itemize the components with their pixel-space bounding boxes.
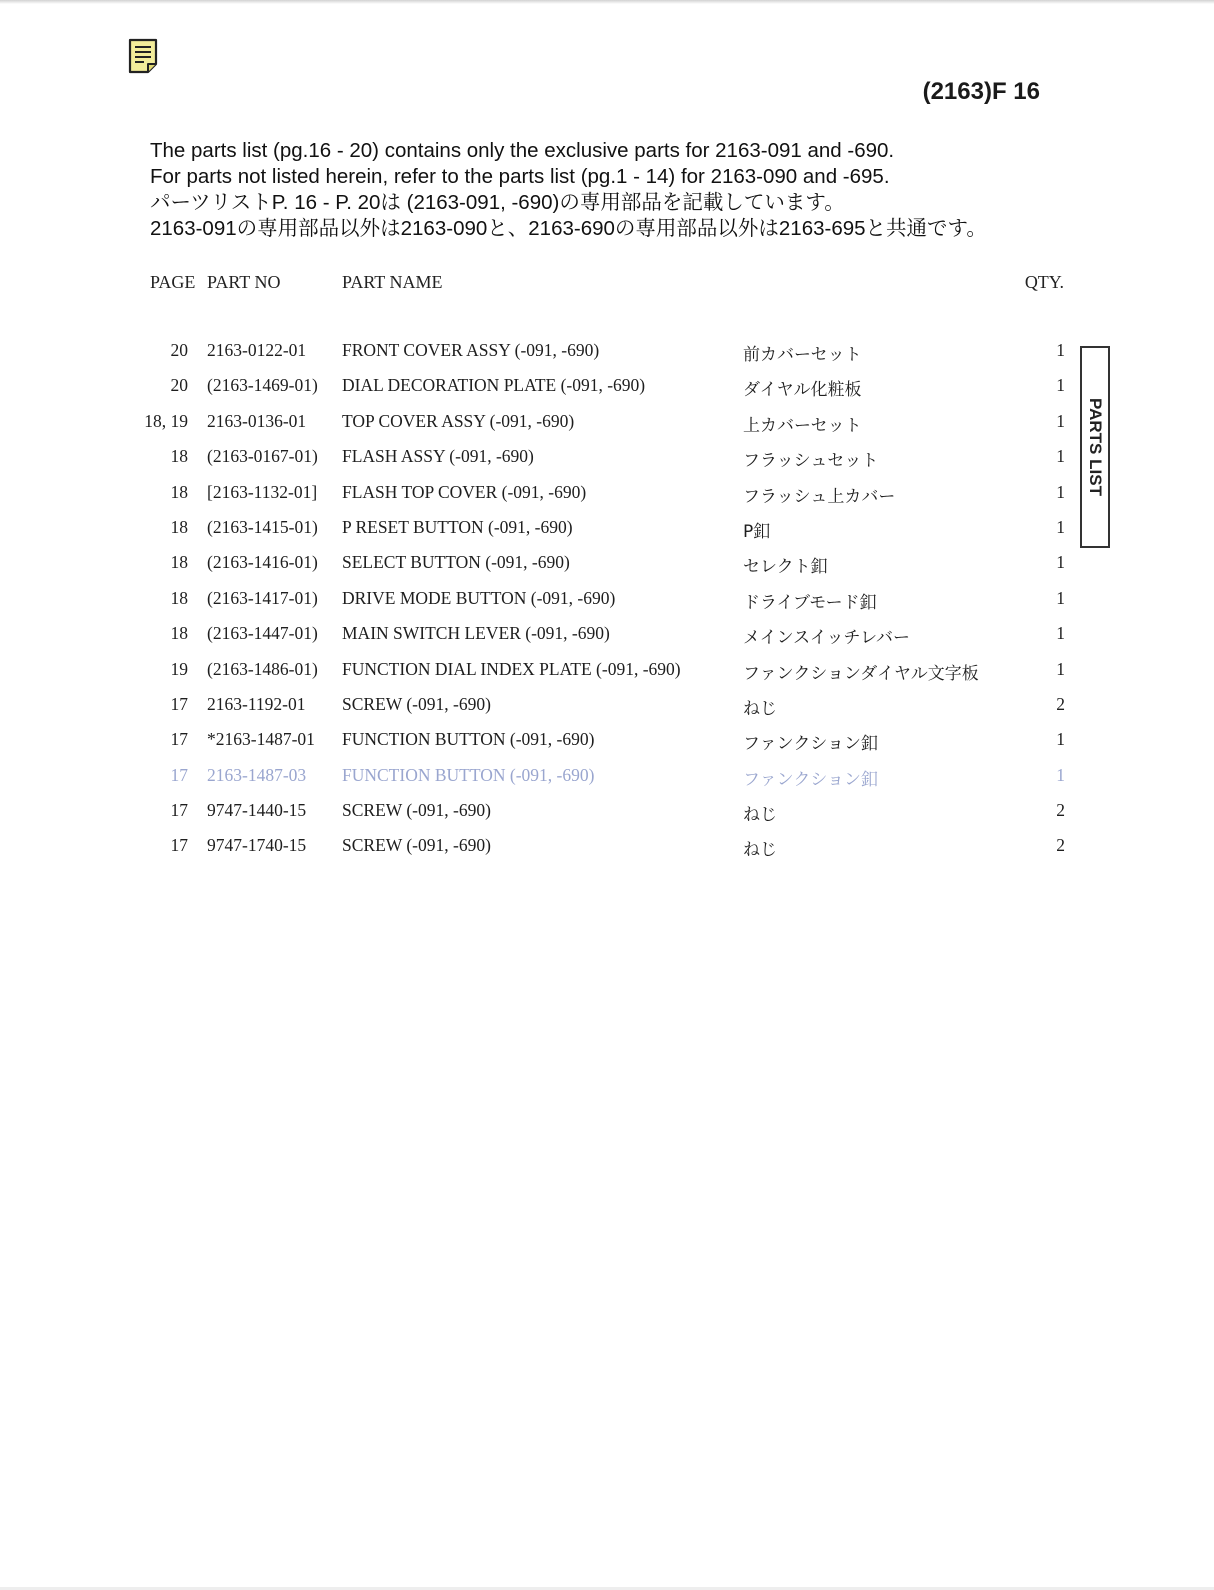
- row-part-name-jp: ねじ: [743, 805, 777, 826]
- row-part-name-jp: フラッシュセット: [743, 451, 879, 472]
- row-qty: 1: [1056, 587, 1065, 608]
- table-row: [0, 375, 1214, 410]
- row-qty: 2: [1056, 835, 1065, 856]
- row-part-name: FLASH TOP COVER (-091, -690): [342, 481, 587, 502]
- table-row: [0, 835, 1214, 870]
- row-qty: 1: [1056, 658, 1065, 679]
- intro-line: The parts list (pg.16 - 20) contains only the exclusive parts for 2163-091 and -690.: [150, 139, 895, 162]
- table-row: [0, 765, 1214, 800]
- intro-line-jp: 2163-091の専用部品以外は2163-090と、2163-690の専用部品以外は2163-695と共通です。: [150, 217, 987, 240]
- row-part-name-jp: P釦: [743, 521, 771, 542]
- intro-line-jp: パーツリストP. 16 - P. 20は (2163-091, -690)の専用部品を記載しています。: [150, 191, 845, 214]
- row-part-no: 9747-1440-15: [207, 800, 307, 821]
- header-qty: QTY.: [1024, 272, 1064, 292]
- row-qty: 1: [1056, 340, 1065, 360]
- row-part-no: (2163-1469-01): [207, 375, 318, 396]
- row-page: 17: [170, 835, 188, 856]
- row-part-name: DIAL DECORATION PLATE (-091, -690): [342, 375, 646, 396]
- row-qty: 1: [1056, 764, 1065, 785]
- row-page: 18: [170, 516, 188, 537]
- row-qty: 1: [1056, 729, 1065, 750]
- table-row: [0, 340, 1214, 375]
- row-part-name: FUNCTION BUTTON (-091, -690): [342, 729, 595, 750]
- row-page: 18: [170, 623, 188, 644]
- parts-table-body: [0, 340, 1214, 871]
- row-part-name-jp: ファンクション釦: [743, 734, 878, 755]
- table-row: [0, 517, 1214, 552]
- table-row: [0, 694, 1214, 729]
- row-part-name-jp: ねじ: [743, 840, 777, 861]
- row-qty: 2: [1056, 800, 1065, 821]
- row-part-name-jp: ダイヤル化粧板: [743, 380, 862, 401]
- row-part-name-jp: フラッシュ上カバー: [743, 486, 896, 507]
- table-row: [0, 446, 1214, 481]
- row-part-no: 2163-1487-03: [207, 764, 307, 785]
- row-part-no: *2163-1487-01: [207, 729, 315, 750]
- parts-list-tab-label: PARTS LIST: [1086, 398, 1105, 496]
- row-page: 18: [170, 587, 188, 608]
- row-part-name: SCREW (-091, -690): [342, 693, 491, 714]
- parts-list-tab: [1080, 346, 1110, 548]
- row-part-name: SCREW (-091, -690): [342, 835, 491, 856]
- header-part-no: PART NO: [207, 272, 281, 292]
- row-part-no: (2163-1417-01): [207, 587, 318, 608]
- table-row: [0, 623, 1214, 658]
- row-qty: 1: [1056, 410, 1065, 431]
- table-row: [0, 588, 1214, 623]
- row-part-name-jp: 前カバーセット: [743, 345, 862, 365]
- row-part-no: (2163-0167-01): [207, 446, 318, 467]
- row-page: 17: [170, 800, 188, 821]
- row-qty: 1: [1056, 375, 1065, 396]
- row-page: 18: [170, 446, 188, 467]
- row-part-name: SCREW (-091, -690): [342, 800, 491, 821]
- row-part-no: 2163-1192-01: [207, 693, 306, 714]
- row-qty: 1: [1056, 552, 1065, 573]
- table-row: [0, 659, 1214, 694]
- row-part-no: 2163-0136-01: [207, 410, 307, 431]
- intro-line: For parts not listed herein, refer to the parts list (pg.1 - 14) for 2163-090 and -695.: [150, 165, 890, 188]
- header-part-name: PART NAME: [342, 272, 443, 292]
- row-qty: 1: [1056, 481, 1065, 502]
- row-qty: 1: [1056, 623, 1065, 644]
- row-page: 17: [170, 729, 188, 750]
- row-part-no: (2163-1416-01): [207, 552, 318, 573]
- row-page: 20: [170, 340, 188, 360]
- row-part-name: FUNCTION BUTTON (-091, -690): [342, 764, 595, 785]
- row-part-name-jp: メインスイッチレバー: [743, 628, 910, 649]
- row-part-name-jp: ねじ: [743, 698, 777, 719]
- table-row: [0, 729, 1214, 764]
- row-part-name-jp: ファンクションダイヤル文字板: [743, 663, 979, 684]
- row-part-name: FUNCTION DIAL INDEX PLATE (-091, -690): [342, 658, 681, 679]
- row-part-name: FLASH ASSY (-091, -690): [342, 446, 534, 467]
- row-page: 18, 19: [144, 410, 188, 431]
- row-part-no: (2163-1486-01): [207, 658, 318, 679]
- row-part-name: TOP COVER ASSY (-091, -690): [342, 410, 575, 431]
- table-row: [0, 482, 1214, 517]
- intro-notes: [150, 138, 1110, 242]
- row-page: 17: [170, 764, 188, 785]
- row-page: 20: [170, 375, 188, 396]
- note-icon[interactable]: [128, 38, 160, 74]
- row-page: 17: [170, 693, 188, 714]
- row-part-name-jp: ファンクション釦: [743, 769, 878, 790]
- row-qty: 1: [1056, 446, 1065, 467]
- row-part-name-jp: 上カバーセット: [743, 415, 862, 436]
- row-part-no: (2163-1415-01): [207, 516, 318, 537]
- row-qty: 2: [1056, 693, 1065, 714]
- row-part-name-jp: セレクト釦: [743, 557, 828, 578]
- table-row: [0, 800, 1214, 835]
- row-part-name: SELECT BUTTON (-091, -690): [342, 552, 570, 573]
- table-row: [0, 411, 1214, 446]
- row-page: 19: [170, 658, 188, 679]
- row-page: 18: [170, 481, 188, 502]
- row-part-name: P RESET BUTTON (-091, -690): [342, 516, 573, 537]
- row-part-name-jp: ドライブモード釦: [743, 592, 877, 613]
- row-part-no: [2163-1132-01]: [207, 481, 318, 502]
- page-code: (2163)F 16: [922, 78, 1040, 105]
- row-part-no: 2163-0122-01: [207, 340, 307, 360]
- table-row: [0, 552, 1214, 587]
- row-part-no: (2163-1447-01): [207, 623, 318, 644]
- row-part-no: 9747-1740-15: [207, 835, 307, 856]
- header-page: PAGE: [150, 272, 196, 292]
- row-page: 18: [170, 552, 188, 573]
- row-part-name: FRONT COVER ASSY (-091, -690): [342, 340, 600, 360]
- row-qty: 1: [1056, 516, 1065, 537]
- page-top-edge: [0, 0, 1214, 4]
- row-part-name: MAIN SWITCH LEVER (-091, -690): [342, 623, 610, 644]
- row-part-name: DRIVE MODE BUTTON (-091, -690): [342, 587, 616, 608]
